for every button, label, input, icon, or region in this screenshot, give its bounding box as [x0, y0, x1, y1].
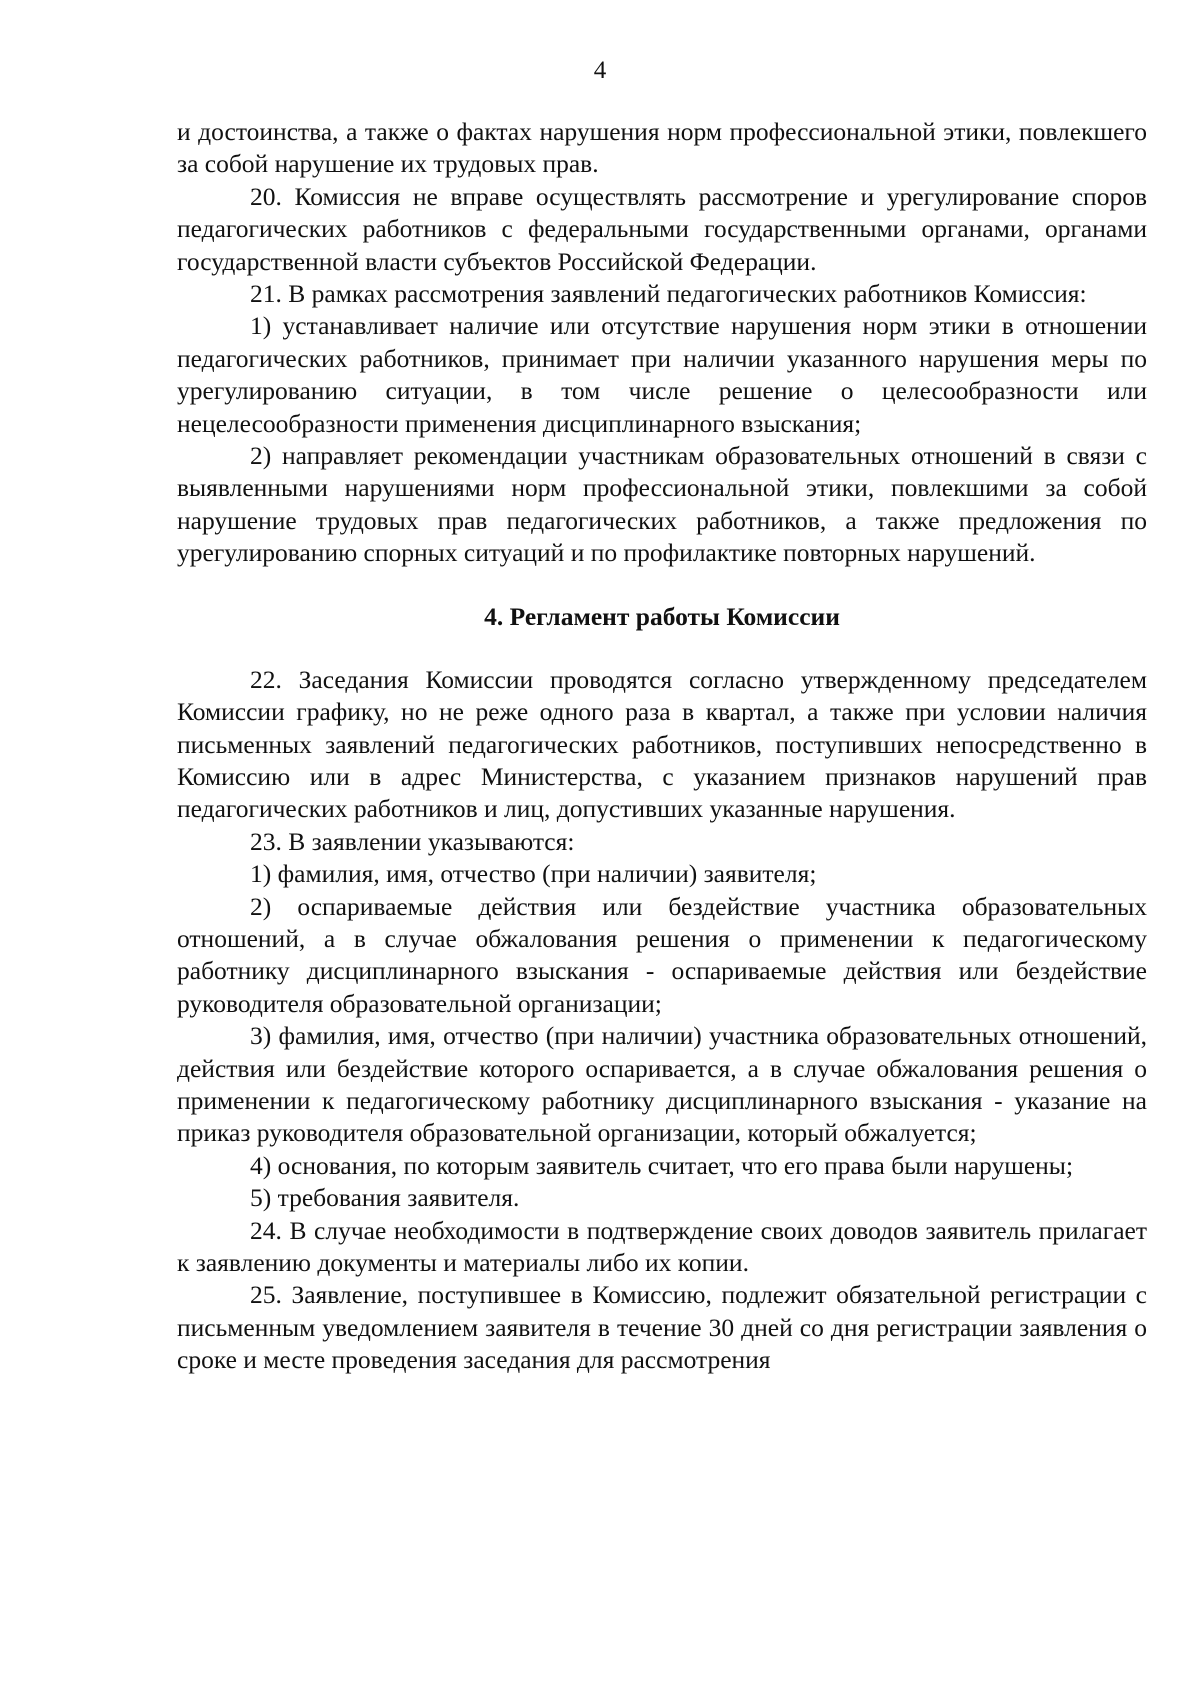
paragraph-item-23-1: 1) фамилия, имя, отчество (при наличии) заявителя; [250, 859, 817, 889]
paragraphs-after-section [177, 664, 1147, 1377]
paragraph-continuation: и достоинства, а также о фактах нарушения норм профессиональной этики, повлекшего за собой нарушение их трудовых прав. [177, 117, 1147, 179]
paragraph-item-23-2: 2) оспариваемые действия или бездействие участника образовательных отношений, а в случае обжалования решения о применении к педагогическому работнику дисциплинарного взыскания - оспариваемые действия или бездействие руководителя образовательной организации; [177, 891, 1147, 1018]
document-body [177, 116, 1147, 1377]
paragraph-item-23: 23. В заявлении указываются: [250, 826, 575, 856]
paragraph-item-23-5: 5) требования заявителя. [250, 1183, 520, 1213]
section-heading: 4. Регламент работы Комиссии [484, 601, 840, 631]
paragraph-item-23-3: 3) фамилия, имя, отчество (при наличии) участника образовательных отношений, действия или бездействие которого оспаривается, а в случае обжалования решения о применении к педагогическому работнику дисциплинарного взыскания - указание на приказ руководителя образовательной организации, который обжалуется; [177, 1021, 1147, 1148]
paragraph-item-25: 25. Заявление, поступившее в Комиссию, подлежит обязательной регистрации с письменным уведомлением заявителя в течение 30 дней со дня регистрации заявления о сроке и месте проведения заседания для рассмотрения [177, 1280, 1147, 1375]
paragraph-item-22: 22. Заседания Комиссии проводятся согласно утвержденному председателем Комиссии графику, но не реже одного раза в квартал, а также при условии наличия письменных заявлений педагогических работников, поступивших непосредственно в Комиссию или в адрес Министерства, с указанием признаков нарушений прав педагогических работников и лиц, допустивших указанные нарушения. [177, 664, 1147, 824]
paragraphs-before-section [177, 116, 1147, 570]
paragraph-item-21: 21. В рамках рассмотрения заявлений педагогических работников Комиссия: [250, 279, 1087, 309]
paragraph-item-24: 24. В случае необходимости в подтверждение своих доводов заявитель прилагает к заявлению документы и материалы либо их копии. [177, 1215, 1147, 1277]
paragraph-item-21-1: 1) устанавливает наличие или отсутствие нарушения норм этики в отношении педагогических работников, принимает при наличии указанного нарушения меры по урегулированию ситуации, в том числе решение о целесообразности или нецелесообразности применения дисциплинарного взыскания; [177, 311, 1147, 438]
page-number: 4 [593, 57, 607, 84]
paragraph-item-21-2: 2) направляет рекомендации участникам образовательных отношений в связи с выявленными нарушениями норм профессиональной этики, повлекшими за собой нарушение трудовых прав педагогических работников, а также предложения по урегулированию спорных ситуаций и по профилактике повторных нарушений. [177, 441, 1147, 568]
paragraph-item-20: 20. Комиссия не вправе осуществлять рассмотрение и урегулирование споров педагогических работников с федеральными государственными органами, органами государственной власти субъектов Российской Федерации. [177, 181, 1147, 276]
paragraph-item-23-4: 4) основания, по которым заявитель считает, что его права были нарушены; [250, 1150, 1074, 1180]
